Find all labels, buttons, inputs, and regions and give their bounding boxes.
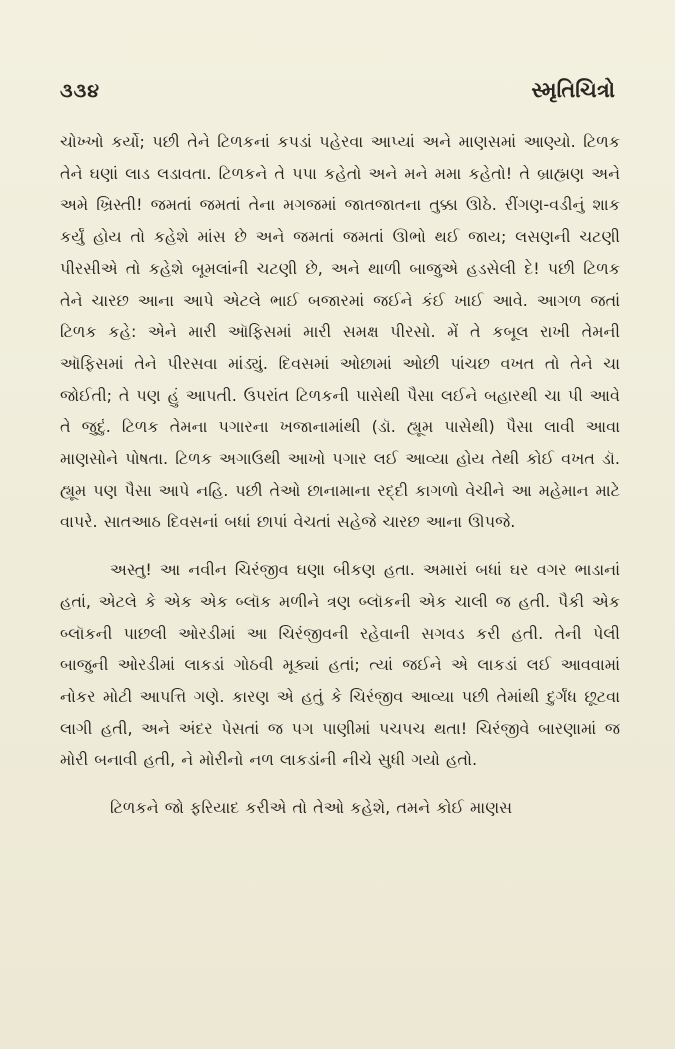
page-header (60, 80, 615, 110)
paragraph-2: અસ્તુ! આ નવીન ચિરંજીવ ઘણા બીકણ હતા. અમારાં બધાં ઘર વગર ભાડાનાં હતાં, એટલે કે એક એક બ્લૉક મળીને ત્રણ બ્લૉકની એક ચાલી જ હતી. પૈકી એક બ્લૉકની પાછલી ઓરડીમાં આ ચિરંજીવની રહેવાની સગવડ કરી હતી. તેની પેલી બાજુની ઓરડીમાં લાકડાં ગોઠવી મૂક્યાં હતાં; ત્યાં જઈને એ લાકડાં લઈ આવવામાં નોકર મોટી આપત્તિ ગણે. કારણ એ હતું કે ચિરંજીવ આવ્યા પછી તેમાંથી દુર્ગંધ છૂટવા લાગી હતી, અને અંદર પેસતાં જ પગ પાણીમાં પચપચ થતા! ચિરંજીવે બારણામાં જ મોરી બનાવી હતી, ને મોરીનો નળ લાકડાંની નીચે સુધી ગયો હતો. (60, 560, 620, 770)
running-title: સ્મૃતિચિત્રો (531, 78, 615, 102)
paragraph-1: ચોખ્ખો કર્યો; પછી તેને ટિળકનાં કપડાં પહેરવા આપ્યાં અને માણસમાં આણ્યો. ટિળક તેને ઘણાં લાડ લડાવતા. ટિળકને તે પપા કહેતો અને મને મમા કહેતો! તે બ્રાહ્મણ અને અમે ખ્રિસ્તી! જમતાં જમતાં તેના મગજમાં જાતજાતના તુક્કા ઊઠે. રીંગણ-વડીનું શાક કર્યું હોય તો કહેશે માંસ છે અને જમતાં જમતાં ઊભો થઈ જાય; લસણની ચટણી પીરસીએ તો કહેશે બૂમલાંની ચટણી છે, અને થાળી બાજુએ હડસેલી દે! પછી ટિળક તેને ચારછ આના આપે એટલે ભાઈ બજારમાં જઈને કંઈ ખાઈ આવે. આગળ જતાં ટિળક કહે: એને મારી ઑફિસમાં મારી સમક્ષ પીરસો. મેં તે કબૂલ રાખી તેમની ઑફિસમાં તેને પીરસવા માંડ્યું. દિવસમાં ઓછામાં ઓછી પાંચછ વખત તો તેને ચા જોઈતી; તે પણ હું આપતી. ઉપરાંત ટિળકની પાસેથી પૈસા લઈને બહારથી ચા પી આવે તે જુદું. ટિળક તેમના પગારના ખજાનામાંથી (ડૉ. હ્યૂમ પાસેથી) પૈસા લાવી આવા માણસોને પોષતા. ટિળક અગાઉથી આખો પગાર લઈ આવ્યા હોય તેથી કોઈ વખત ડૉ. હ્યૂમ પણ પૈસા આપે નહિ. પછી તેઓ છાનામાના રદ્દી કાગળો વેચીને આ મહેમાન માટે વાપરે. સાતઆઠ દિવસનાં બધાં છાપાં વેચતાં સહેજે ચારછ આના ઊપજે. (60, 132, 620, 532)
page-number: ૩૩૪ (60, 80, 101, 102)
body-text (60, 126, 620, 824)
paragraph-3: ટિળકને જો ફરિયાદ કરીએ તો તેઓ કહેશે, તમને કોઈ માણસ (110, 798, 513, 818)
